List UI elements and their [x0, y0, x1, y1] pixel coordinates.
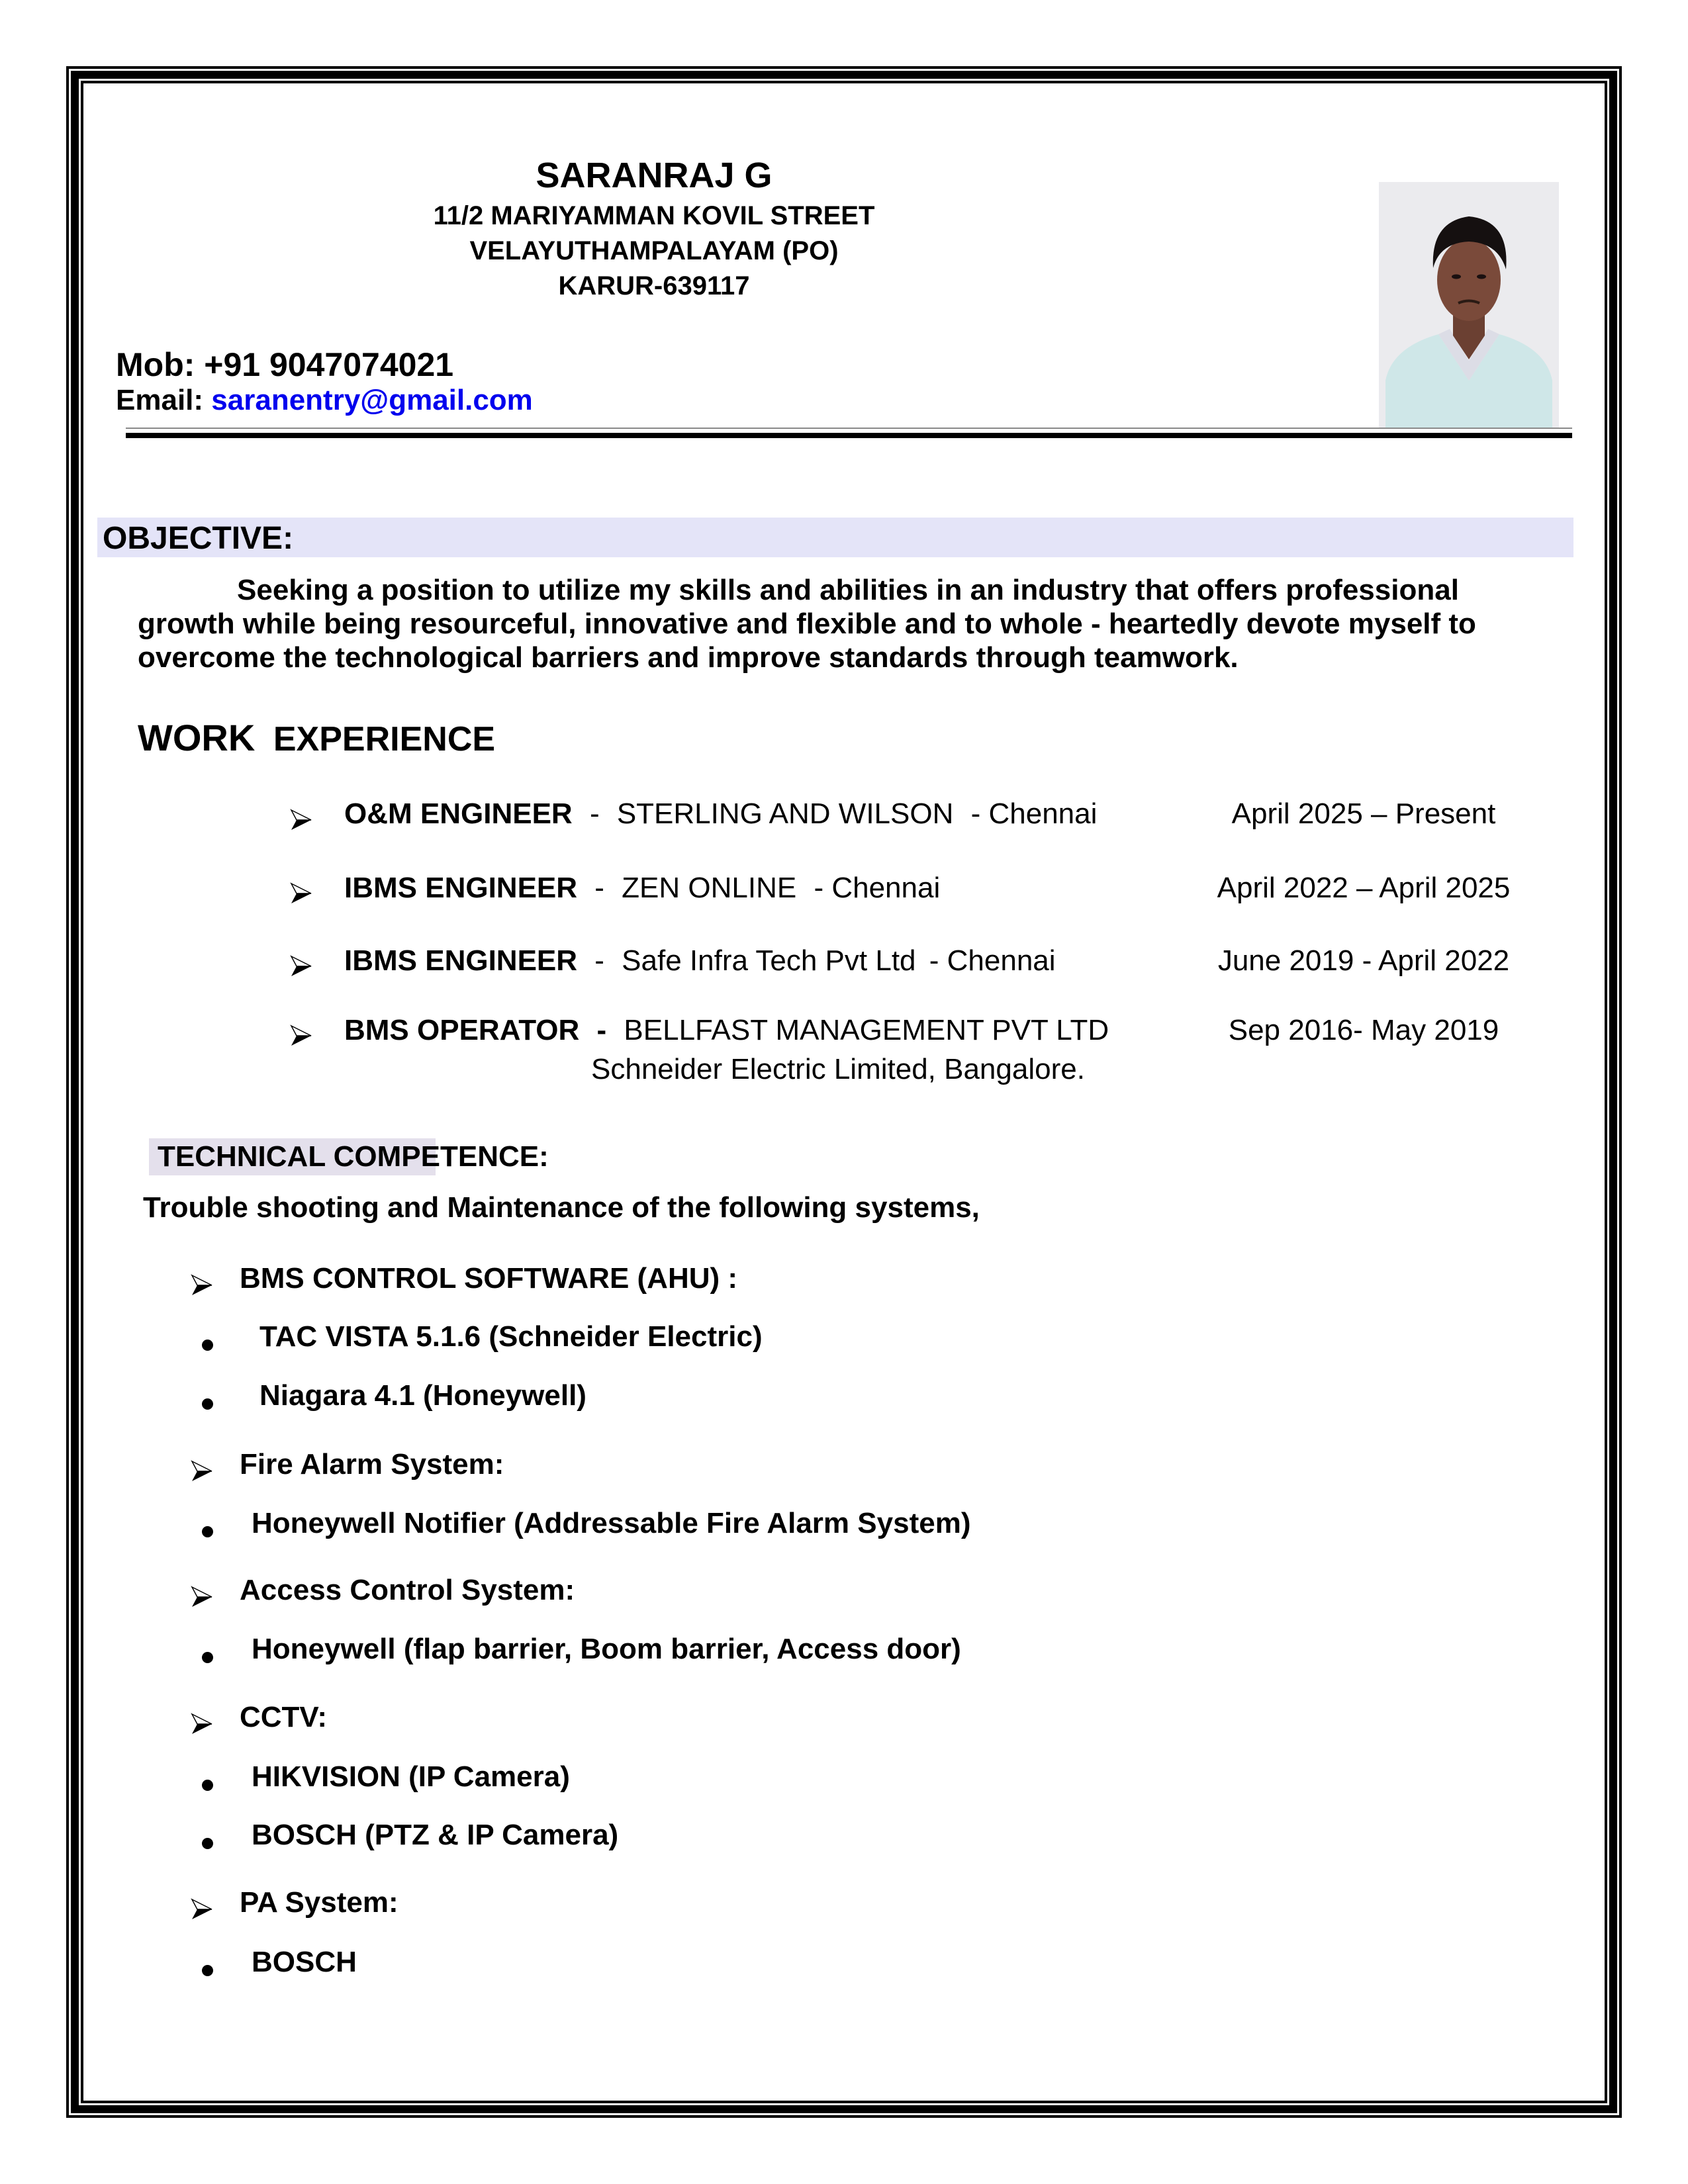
objective-heading: OBJECTIVE: [103, 521, 294, 556]
competence-item: BOSCH (PTZ & IP Camera) [252, 1819, 619, 1851]
profile-photo [1379, 182, 1559, 429]
arrow-bullet-icon [191, 1898, 213, 1921]
job-dates-3: June 2019 - April 2022 [1217, 944, 1510, 977]
competence-group-title: PA System: [240, 1886, 399, 1919]
arrow-bullet-icon [191, 1586, 213, 1608]
competence-group-title: Access Control System: [240, 1574, 575, 1606]
job-role: IBMS ENGINEER [344, 944, 578, 977]
competence-item: HIKVISION (IP Camera) [252, 1760, 570, 1793]
header-rule-thin [126, 428, 1572, 429]
address-line-1: 11/2 MARIYAMMAN KOVIL STREET [433, 201, 875, 230]
person-photo-icon [1379, 182, 1559, 429]
competence-item: TAC VISTA 5.1.6 (Schneider Electric) [259, 1320, 763, 1353]
bullet-dot-icon [202, 1652, 213, 1663]
candidate-name: SARANRAJ G [536, 156, 773, 195]
mobile-number[interactable]: +91 9047074021 [204, 346, 454, 383]
competence-item: BOSCH [252, 1946, 357, 1978]
competence-group-title: Fire Alarm System: [240, 1448, 504, 1480]
bullet-dot-icon [202, 1780, 213, 1791]
technical-heading: TECHNICAL COMPETENCE: [158, 1140, 549, 1173]
technical-intro: Trouble shooting and Maintenance of the following systems, [143, 1191, 980, 1224]
job-role: O&M ENGINEER [344, 797, 573, 830]
competence-group-title: CCTV: [240, 1701, 327, 1733]
mobile-line [116, 345, 453, 384]
job-location: - Chennai [814, 872, 941, 904]
job-role: BMS OPERATOR [344, 1014, 580, 1046]
job-separator: - [594, 872, 604, 904]
job-separator: - [589, 797, 600, 830]
job-company: BELLFAST MANAGEMENT PVT LTD [624, 1014, 1109, 1046]
header-rule-thick [126, 433, 1572, 438]
address-line-3: KARUR-639117 [558, 271, 750, 300]
job-entry-2 [344, 872, 940, 905]
job-dates-2: April 2022 – April 2025 [1217, 872, 1511, 904]
mobile-label: Mob: [116, 346, 195, 383]
competence-item: Niagara 4.1 (Honeywell) [259, 1379, 586, 1412]
arrow-bullet-icon [290, 1024, 312, 1047]
job-company: ZEN ONLINE [622, 872, 797, 904]
objective-heading-band [97, 518, 1573, 557]
bullet-dot-icon [202, 1526, 213, 1537]
job-entry-1 [344, 797, 1097, 831]
email-link[interactable]: saranentry@gmail.com [211, 384, 533, 416]
job-separator: - [594, 944, 604, 977]
bullet-dot-icon [202, 1340, 213, 1351]
objective-text: Seeking a position to utilize my skills and abilities in an industry that offers professional growth while being resourceful, innovative and flexible and to whole - heartedly devote myself to overcome the technological barriers and improve standards through teamwork. [138, 574, 1476, 674]
competence-item: Honeywell (flap barrier, Boom barrier, Access door) [252, 1633, 961, 1665]
job-company: Safe Infra Tech Pvt Ltd [622, 944, 916, 977]
competence-group-title: BMS CONTROL SOFTWARE (AHU) : [240, 1262, 738, 1295]
address-line-2: VELAYUTHAMPALAYAM (PO) [469, 236, 839, 265]
bullet-dot-icon [202, 1838, 213, 1849]
job-location: - Chennai [970, 797, 1098, 830]
job-entry-4 [344, 1014, 1109, 1047]
job-dates-4: Sep 2016- May 2019 [1228, 1014, 1499, 1046]
work-experience-heading [138, 716, 495, 759]
bullet-dot-icon [202, 1398, 213, 1410]
job-separator: - [596, 1014, 607, 1046]
job-location: - Chennai [929, 944, 1056, 977]
email-line [116, 384, 533, 417]
arrow-bullet-icon [290, 809, 312, 831]
arrow-bullet-icon [191, 1274, 213, 1297]
email-label: Email: [116, 384, 204, 416]
bullet-dot-icon [202, 1965, 213, 1976]
arrow-bullet-icon [191, 1460, 213, 1482]
competence-item: Honeywell Notifier (Addressable Fire Alarm System) [252, 1507, 971, 1539]
arrow-bullet-icon [191, 1713, 213, 1735]
job-subline-4: Schneider Electric Limited, Bangalore. [591, 1053, 1085, 1085]
job-company: STERLING AND WILSON [616, 797, 954, 830]
work-heading-word-1: WORK [138, 717, 256, 758]
job-entry-3 [344, 944, 1056, 978]
job-dates-1: April 2025 – Present [1231, 797, 1496, 830]
work-heading-word-2: EXPERIENCE [273, 720, 496, 758]
job-role: IBMS ENGINEER [344, 872, 578, 904]
arrow-bullet-icon [290, 882, 312, 905]
arrow-bullet-icon [290, 955, 312, 978]
